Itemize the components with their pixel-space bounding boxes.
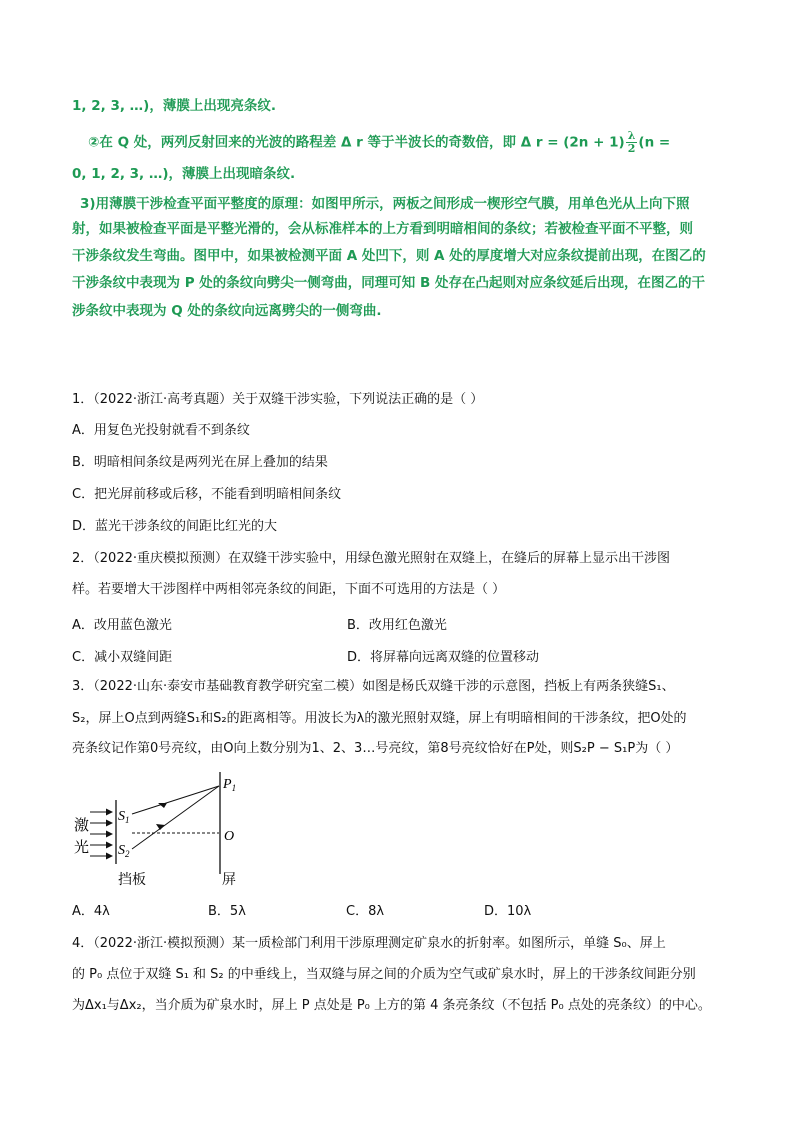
- theory-line-2-tail: (n =: [638, 134, 671, 151]
- point-o-label: O: [224, 829, 235, 844]
- q3-stem-2: S₂，屏上O点到两缝S₁和S₂的距离相等。用波长为λ的激光照射双缝，屏上有明暗相间的干涉条纹，把O处的: [72, 711, 687, 726]
- fraction-denominator: 2: [627, 142, 636, 155]
- fraction-numerator: λ: [627, 129, 636, 142]
- incoming-laser-arrows: [90, 812, 112, 856]
- q1-stem: 1．（2022·浙江·高考真题）关于双缝干涉实验，下列说法正确的是（ ）: [72, 392, 484, 407]
- q3-option-a: A．4λ: [72, 904, 110, 919]
- q2-option-d: D．将屏幕向远离双缝的位置移动: [347, 650, 540, 665]
- slit-s2-label: $S_2$: [118, 843, 130, 859]
- slit-s1-label: $S_1$: [118, 809, 130, 825]
- laser-label-1: 激: [74, 818, 90, 834]
- q1-option-a: A．用复色光投射就看不到条纹: [72, 423, 250, 438]
- q3-option-c: C．8λ: [346, 904, 385, 919]
- theory-line-6: 干涉条纹发生弯曲。图甲中，如果被检测平面 A 处凹下，则 A 处的厚度增大对应条纹提前出现，在图乙的: [72, 248, 706, 264]
- q4-stem-2: 的 P₀ 点位于双缝 S₁ 和 S₂ 的中垂线上，当双缝与屏之间的介质为空气或矿泉水时，屏上的干涉条纹间距分别: [72, 967, 696, 982]
- q3-stem-3: 亮条纹记作第0号亮纹，由O向上数分别为1、2、3…号亮纹，第8号亮纹恰好在P处，则S₂P − S₁P为（ ）: [72, 741, 679, 756]
- q3-option-b: B．5λ: [208, 904, 246, 919]
- ray-s1-to-p: [132, 786, 219, 814]
- screen-label: 屏: [222, 873, 236, 888]
- q1-option-c: C．把光屏前移或后移，不能看到明暗相间条纹: [72, 487, 342, 502]
- double-slit-diagram: [68, 768, 258, 892]
- q1-option-b: B．明暗相间条纹是两列光在屏上叠加的结果: [72, 455, 328, 470]
- laser-label-2: 光: [74, 840, 90, 856]
- q3-stem-1: 3．（2022·山东·泰安市基础教育教学研究室二模）如图是杨氏双缝干涉的示意图，挡板上有两条狭缝S₁、: [72, 679, 675, 694]
- theory-line-7: 干涉条纹中表现为 P 处的条纹向劈尖一侧弯曲，同理可知 B 处存在凸起则对应条纹延后出现，在图乙的干: [72, 275, 705, 291]
- theory-line-8: 涉条纹中表现为 Q 处的条纹向远离劈尖的一侧弯曲.: [72, 303, 382, 319]
- q2-option-b: B．改用红色激光: [347, 618, 447, 633]
- lambda-half-fraction: [626, 130, 638, 155]
- q2-stem-2: 样。若要增大干涉图样中两相邻亮条纹的间距，下面不可选用的方法是（ ）: [72, 582, 506, 597]
- q4-stem-1: 4．（2022·浙江·模拟预测）某一质检部门利用干涉原理测定矿泉水的折射率。如图所示，单缝 S₀、屏上: [72, 936, 666, 951]
- q2-stem-1: 2．（2022·重庆模拟预测）在双缝干涉实验中，用绿色激光照射在双缝上，在缝后的屏幕上显示出干涉图: [72, 551, 670, 566]
- q2-option-a: A．改用蓝色激光: [72, 618, 172, 633]
- theory-line-2: [88, 130, 670, 155]
- theory-line-2-text: ②在 Q 处，两列反射回来的光波的路程差 Δ r 等于半波长的奇数倍，即 Δ r = (2n + 1): [88, 134, 625, 151]
- theory-line-1: 1, 2, 3, …)，薄膜上出现亮条纹.: [72, 98, 276, 114]
- baffle-label: 挡板: [118, 873, 146, 888]
- ray-s2-to-p: [132, 786, 219, 849]
- theory-line-4: 3)用薄膜干涉检查平面平整度的原理：如图甲所示，两板之间形成一楔形空气膜，用单色光从上向下照: [80, 196, 690, 212]
- q2-option-c: C．减小双缝间距: [72, 650, 173, 665]
- theory-line-3: 0, 1, 2, 3, …)，薄膜上出现暗条纹.: [72, 166, 296, 182]
- theory-line-5: 射，如果被检查平面是平整光滑的，会从标准样本的上方看到明暗相间的条纹；若被检查平面不平整，则: [72, 221, 693, 237]
- point-p-label: $P_1$: [223, 777, 237, 793]
- q4-stem-3: 为Δx₁与Δx₂，当介质为矿泉水时，屏上 P 点处是 P₀ 上方的第 4 条亮条纹（不包括 P₀ 点处的亮条纹）的中心。: [72, 998, 711, 1013]
- q1-option-d: D．蓝光干涉条纹的间距比红光的大: [72, 519, 278, 534]
- ray-arrowhead-2: [156, 824, 165, 830]
- q3-option-d: D．10λ: [484, 904, 532, 919]
